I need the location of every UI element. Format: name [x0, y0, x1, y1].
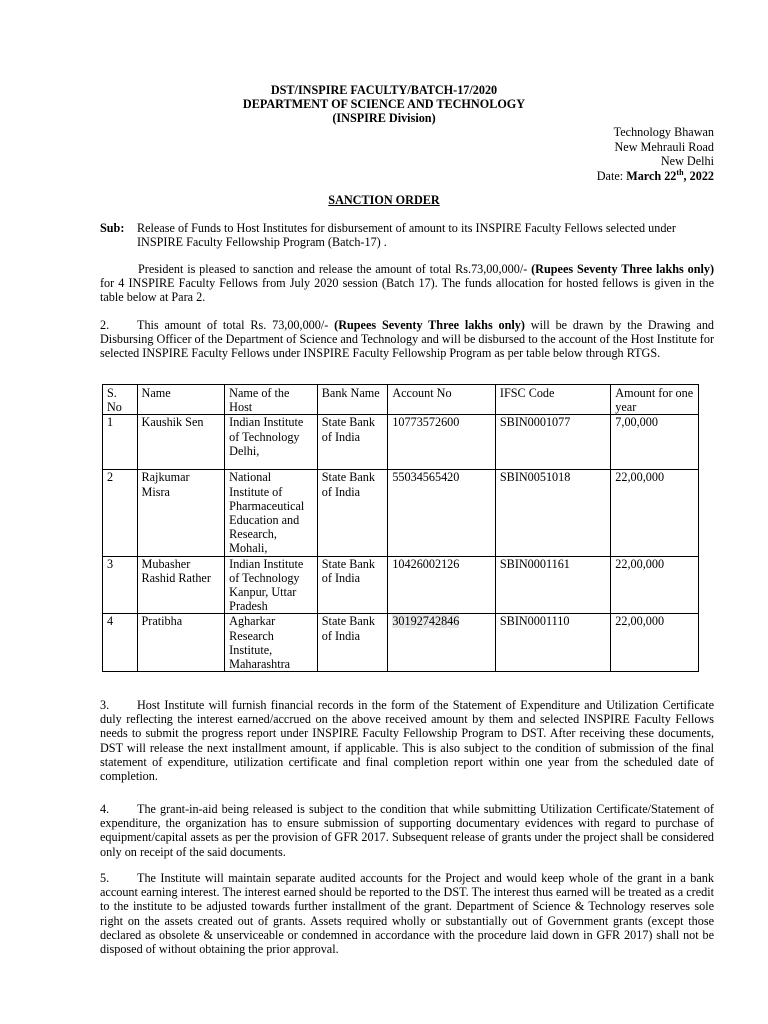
date-month: March 22 [626, 168, 677, 183]
fund-allocation-table [102, 384, 699, 672]
address-line-3: New Delhi [660, 154, 714, 168]
table-header-row [103, 385, 699, 415]
table-row [103, 415, 699, 470]
paragraph-2 [100, 318, 714, 361]
cell-amount: 7,00,000 [611, 415, 699, 470]
cell-amount: 22,00,000 [611, 556, 699, 614]
cell-name: Kaushik Sen [137, 415, 225, 470]
cell-bank: State Bank of India [317, 415, 388, 470]
paragraph-3 [100, 698, 714, 783]
document-title: SANCTION ORDER [328, 193, 440, 207]
paragraph-2-bold: (Rupees Seventy Three lakhs only) [334, 318, 525, 332]
paragraph-4-text: The grant-in-aid being released is subject to the condition that while submitting Utilization Certificate/Statement of expenditure, the organization has to ensure submission of supporting documentary evidences with regard to purchase of equipment/capital assets as per the provision of GFR 2017. Subsequent release of grants under the project shall be considered only on receipt of the said documents. [100, 802, 714, 859]
department-name: DEPARTMENT OF SCIENCE AND TECHNOLOGY [242, 97, 526, 111]
cell-amount: 22,00,000 [611, 470, 699, 556]
paragraph-3-number: 3. [100, 698, 110, 712]
file-reference: DST/INSPIRE FACULTY/BATCH-17/2020 [270, 83, 498, 97]
cell-sno: 2 [103, 470, 138, 556]
column-header-ifsc: IFSC Code [495, 385, 610, 415]
date-year: , 2022 [683, 168, 714, 183]
paragraph-1 [100, 262, 714, 305]
subject-text: Release of Funds to Host Institutes for disbursement of amount to its INSPIRE Faculty Fellows selected under INSPIRE Faculty Fellowship Program (Batch-17) . [137, 221, 676, 250]
cell-host: Indian Institute of Technology Kanpur, Uttar Pradesh [225, 556, 318, 614]
table-row [103, 470, 699, 556]
cell-account: 10773572600 [388, 415, 496, 470]
cell-ifsc: SBIN0001161 [495, 556, 610, 614]
cell-ifsc: SBIN0001110 [495, 614, 610, 672]
column-header-amount: Amount for one year [611, 385, 699, 415]
cell-bank: State Bank of India [317, 470, 388, 556]
paragraph-5-text: The Institute will maintain separate audited accounts for the Project and would keep whole of the grant in a bank account earning interest. The interest earned should be reported to the DST. The interest thus earned will be treated as a credit to the institute to be adjusted towards further installment of the grant. Department of Science & Technology reserves sole right on the assets created out of grants. Assets required wholly or substantially out of Government grants (except those declared as obsolete & unserviceable or condemned in accordance with the procedure laid down in GFR 2017) shall not be disposed of without obtaining the prior approval. [100, 871, 714, 957]
cell-host: National Institute of Pharmaceutical Education and Research, Mohali, [225, 470, 318, 556]
cell-name: Mubasher Rashid Rather [137, 556, 225, 614]
cell-host: Indian Institute of Technology Delhi, [225, 415, 318, 470]
paragraph-4-number: 4. [100, 802, 110, 816]
cell-sno: 3 [103, 556, 138, 614]
date-line [597, 169, 714, 184]
date-suffix: th [676, 167, 684, 177]
cell-bank: State Bank of India [317, 614, 388, 672]
date-label: Date: [596, 168, 624, 183]
paragraph-2-post: will be drawn by the Drawing and Disbursing Officer of the Department of Science and Technology and will be disbursed to the account of the Host Institute for selected INSPIRE Faculty Fellows under INSPIRE Faculty Fellowship Program as per table below through RTGS. [100, 318, 715, 361]
cell-account-highlight: 30192742846 [392, 614, 460, 629]
address-block [597, 125, 714, 183]
address-line-1: Technology Bhawan [613, 125, 714, 139]
cell-host: Agharkar Research Institute, Maharashtra [225, 614, 318, 672]
cell-bank: State Bank of India [317, 556, 388, 614]
cell-account: 10426002126 [388, 556, 496, 614]
paragraph-3-text: Host Institute will furnish financial records in the form of the Statement of Expenditure and Utilization Certificate duly reflecting the interest earned/accrued on the above received amount by them and selected INSPIRE Faculty Fellows needs to submit the progress report under INSPIRE Faculty Fellowship Program to DST. After receiving these documents, DST will release the next installment amount, if applicable. This is also subject to the condition of submission of the final statement of expenditure, utilization certificate and final completion report within one year from the scheduled date of completion. [100, 698, 714, 784]
table-row [103, 614, 699, 672]
cell-amount: 22,00,000 [611, 614, 699, 672]
paragraph-1-post: for 4 INSPIRE Faculty Fellows from July 2020 session (Batch 17). The funds allocation for hosted fellows is given in the table below at Para 2. [100, 276, 714, 305]
paragraph-5-number: 5. [100, 871, 110, 885]
column-header-sno: S. No [103, 385, 138, 415]
column-header-bank: Bank Name [317, 385, 388, 415]
paragraph-2-number: 2. [100, 318, 110, 332]
cell-account [388, 614, 496, 672]
cell-sno: 1 [103, 415, 138, 470]
cell-ifsc: SBIN0051018 [495, 470, 610, 556]
paragraph-2-pre: This amount of total Rs. 73,00,000/- [137, 318, 335, 332]
paragraph-1-bold: (Rupees Seventy Three lakhs only) [531, 262, 715, 276]
table-row [103, 556, 699, 614]
cell-account: 55034565420 [388, 470, 496, 556]
paragraph-1-pre: President is pleased to sanction and release the amount of total Rs.73,00,000/- [138, 262, 532, 276]
column-header-name: Name [137, 385, 225, 415]
cell-ifsc: SBIN0001077 [495, 415, 610, 470]
paragraph-4 [100, 802, 714, 859]
division-name: (INSPIRE Division) [332, 111, 436, 125]
column-header-host: Name of the Host [225, 385, 318, 415]
cell-name: Pratibha [137, 614, 225, 672]
subject-label: Sub: [100, 221, 125, 235]
paragraph-5 [100, 871, 714, 956]
cell-sno: 4 [103, 614, 138, 672]
cell-name: Rajkumar Misra [137, 470, 225, 556]
address-line-2: New Mehrauli Road [614, 139, 714, 154]
column-header-account: Account No [388, 385, 496, 415]
